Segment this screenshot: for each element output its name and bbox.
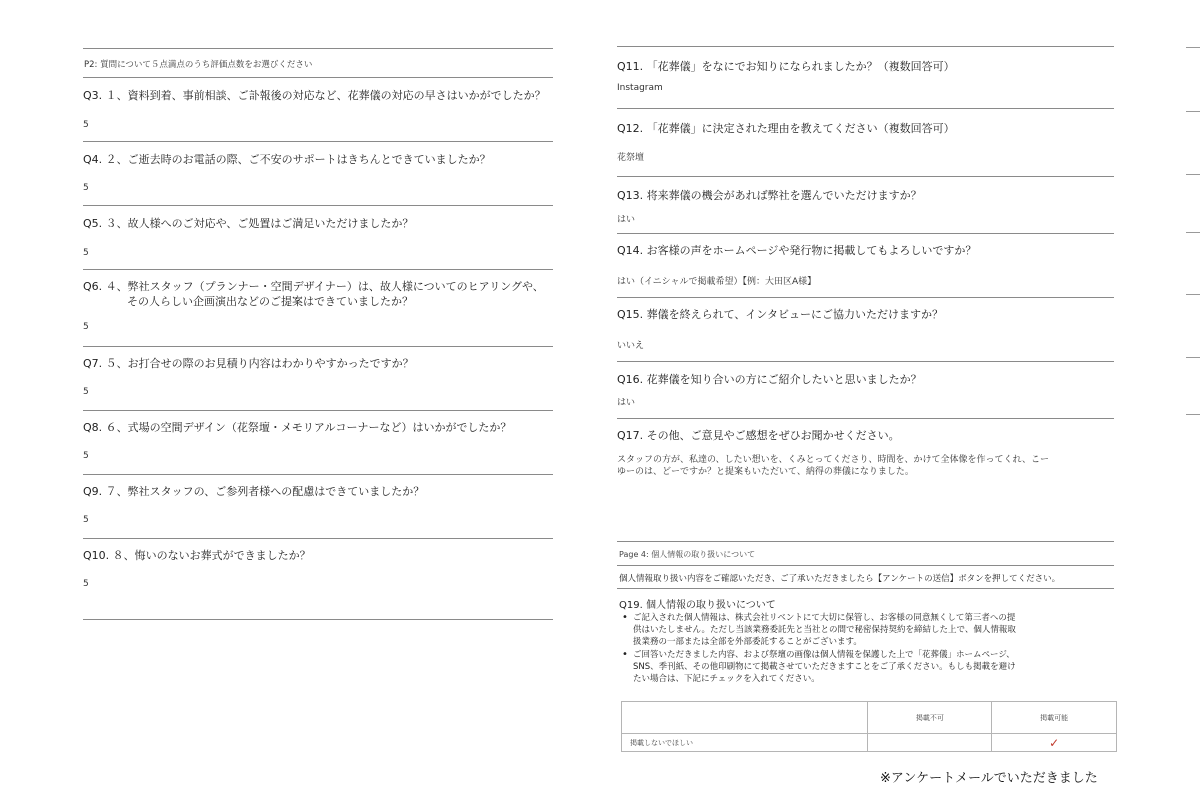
answer-text: 5: [83, 579, 89, 589]
page4-section: [617, 541, 1114, 686]
answer-text: 5: [83, 248, 89, 258]
answer-text: 5: [83, 451, 89, 461]
footer-note: ※アンケートメールでいただきました: [880, 771, 1098, 786]
answer-text-line1: スタッフの方が、私達の、したい想いを、くみとってくださり、時間を、かけて全体像を作ってくれ、こー: [617, 455, 1050, 465]
bullet-line: 扱業務の一部または全部を外部委託することがございます。: [633, 637, 862, 647]
question-text: Q9. ７、弊社スタッフの、ご参列者様への配慮はできていましたか？: [83, 485, 425, 498]
question-item-q10: [83, 539, 553, 619]
bullet-line: たい場合は、下記にチェックを入れてください。: [633, 674, 820, 684]
question-text: Q14. お客様の声をホームページや発行物に掲載してもよろしいですか？: [617, 244, 977, 257]
question-text: Q8. ６、式場の空間デザイン（花祭壇・メモリアルコーナーなど）はいかがでしたか？: [83, 421, 512, 434]
answer-text: 5: [83, 515, 89, 525]
question-item-q11: [617, 47, 1114, 108]
question-text: Q5. ３、故人様へのご対応や、ご処置はご満足いただけましたか？: [83, 217, 414, 230]
question-item-q17: [617, 419, 1114, 539]
table-header-allowed: 掲載可能: [992, 702, 1117, 734]
question-item-q6: [83, 270, 553, 346]
answer-text: 5: [83, 322, 89, 332]
answer-text: 5: [83, 183, 89, 193]
q19-title: Q19. 個人情報の取り扱いについて: [619, 600, 776, 611]
question-text: Q4. ２、ご逝去時のお電話の際、ご不安のサポートはきちんとできていましたか？: [83, 153, 491, 166]
question-text: Q10. ８、悔いのないお葬式ができましたか？: [83, 549, 311, 562]
question-text: Q17. その他、ご意見やご感想をぜひお聞かせください。: [617, 429, 900, 442]
question-text: Q3. １、資料到着、事前相談、ご訃報後の対応など、花葬儀の対応の早さはいかがでしたか？: [83, 89, 546, 102]
answer-text: 5: [83, 387, 89, 397]
question-item-q3: [83, 78, 553, 141]
question-item-q9: [83, 475, 553, 538]
question-text: Q11. 「花葬儀」をなにでお知りになられましたか？（複数回答可）: [617, 60, 955, 73]
question-item-q16: [617, 362, 1114, 418]
edge-marks: [1186, 0, 1200, 800]
question-text: Q12. 「花葬儀」に決定された理由を教えてください（複数回答可）: [617, 122, 955, 135]
privacy-bullet: [633, 649, 1114, 685]
answer-text: いいえ: [617, 341, 645, 351]
privacy-notice: 個人情報取り扱い内容をご確認いただき、ご了承いただきましたら【アンケートの送信】ボタンを押してください。: [619, 574, 1061, 584]
bullet-line: 供はいたしません。ただし当該業務委託先と当社との間で秘密保持契約を締結した上で、個人情報取: [633, 625, 1016, 635]
divider: [83, 619, 553, 620]
question-text: Q7. ５、お打合せの際のお見積り内容はわかりやすかったですか？: [83, 357, 414, 370]
question-text: Q16. 花葬儀を知り合いの方にご紹介したいと思いましたか？: [617, 373, 922, 386]
answer-text: Instagram: [617, 83, 663, 93]
page4-label: Page 4: 個人情報の取り扱いについて: [619, 550, 756, 559]
not-allowed-checkbox-cell[interactable]: [868, 734, 992, 752]
privacy-bullet: [633, 612, 1114, 648]
question-item-q5: [83, 206, 553, 269]
question-text: Q15. 葬儀を終えられて、インタビューにご協力いただけますか？: [617, 308, 943, 321]
right-survey-column: [617, 46, 1114, 539]
table-header-empty: [622, 702, 868, 734]
allowed-checkbox-cell[interactable]: [992, 734, 1117, 752]
answer-text-line2: ゆーのは、どーですか？と提案もいただいて、納得の葬儀になりました。: [617, 467, 914, 477]
bullet-line: • ご記入された個人情報は、株式会社リベントにて大切に保管し、お客様の同意無くして第三者への提: [633, 613, 1016, 623]
bullet-line: • ご回答いただきました内容、および祭壇の画像は個人情報を保護した上で「花葬儀」ホームページ、: [633, 650, 1015, 660]
question-text-line1: Q6. ４、弊社スタッフ（プランナー・空間デザイナー）は、故人様についてのヒアリングや、: [83, 280, 544, 293]
question-item-q7: [83, 347, 553, 410]
left-survey-column: [83, 48, 553, 620]
question-item-q12: [617, 109, 1114, 176]
answer-text: 5: [83, 120, 89, 130]
bullet-line: SNS、季刊紙、その他印刷物にて掲載させていただきますことをご了承ください。もしも掲載を避け: [633, 662, 1016, 672]
answer-text: はい: [617, 215, 636, 225]
privacy-bullet-list: [617, 612, 1114, 685]
question-item-q15: [617, 298, 1114, 361]
question-item-q4: [83, 142, 553, 205]
section-label-p2: P2: 質問について５点満点のうち評価点数をお選びください: [84, 60, 313, 70]
answer-text: はい（イニシャルで掲載希望）【例：大田区A様】: [617, 277, 817, 287]
question-item-q14: [617, 234, 1114, 297]
consent-table: [621, 701, 1117, 752]
question-text: Q13. 将来葬儀の機会があれば弊社を選んでいただけますか？: [617, 189, 922, 202]
question-item-q8: [83, 411, 553, 474]
table-row-label: 掲載しないでほしい: [622, 734, 868, 752]
question-text-line2: その人らしい企画演出などのご提案はできていましたか？: [127, 295, 413, 308]
answer-text: 花祭壇: [617, 153, 645, 163]
answer-text: はい: [617, 398, 636, 408]
table-header-not-allowed: 掲載不可: [868, 702, 992, 734]
checkmark-icon: ✓: [1049, 735, 1060, 750]
question-item-q13: [617, 177, 1114, 233]
